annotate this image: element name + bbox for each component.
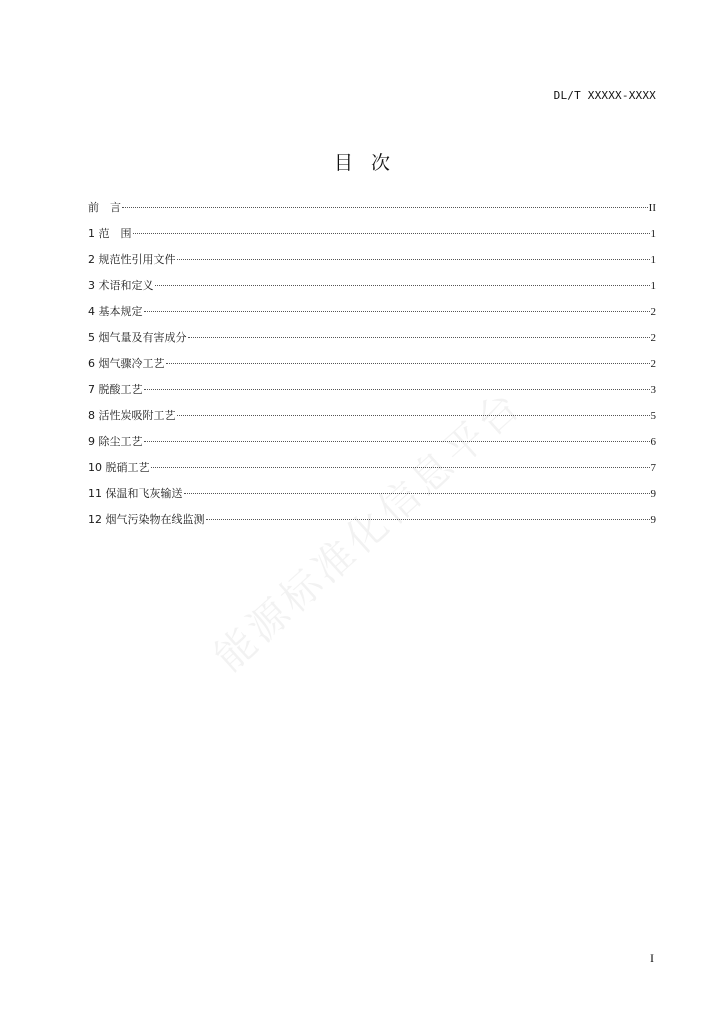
watermark: 能源标准化信息平台 xyxy=(206,381,532,681)
toc-entry-label: 2 规范性引用文件 xyxy=(88,253,176,266)
toc-entry-label: 5 烟气量及有害成分 xyxy=(88,331,187,344)
toc-entry-page: II xyxy=(648,202,656,214)
toc-leader-dots xyxy=(206,519,650,520)
toc-entry-quench-process[interactable] xyxy=(88,355,656,381)
toc-entry-page: 7 xyxy=(650,462,656,474)
toc-entry-label: 前 言 xyxy=(88,201,121,214)
toc-entry-denitrification[interactable] xyxy=(88,459,656,485)
toc-leader-dots xyxy=(133,233,650,234)
toc-entry-activated-carbon[interactable] xyxy=(88,407,656,433)
toc-entry-foreword[interactable] xyxy=(88,199,656,225)
toc-entry-page: 6 xyxy=(650,436,656,448)
toc-entry-page: 3 xyxy=(650,384,656,396)
toc-entry-deacidification[interactable] xyxy=(88,381,656,407)
toc-leader-dots xyxy=(155,285,650,286)
page-number: I xyxy=(650,951,654,965)
toc-entry-label: 9 除尘工艺 xyxy=(88,435,143,448)
toc-entry-scope[interactable] xyxy=(88,225,656,251)
toc-leader-dots xyxy=(144,311,650,312)
toc-entry-label: 12 烟气污染物在线监测 xyxy=(88,513,205,526)
toc-entry-page: 1 xyxy=(650,228,656,240)
toc-entry-label: 1 范 围 xyxy=(88,227,132,240)
toc-leader-dots xyxy=(166,363,650,364)
toc-entry-flue-gas-volume[interactable] xyxy=(88,329,656,355)
toc-title: 目次 xyxy=(333,152,408,174)
toc-entry-page: 9 xyxy=(650,488,656,500)
toc-leader-dots xyxy=(177,415,650,416)
toc-entry-label: 3 术语和定义 xyxy=(88,279,154,292)
toc-entry-label: 7 脱酸工艺 xyxy=(88,383,143,396)
toc-entry-basic-rules[interactable] xyxy=(88,303,656,329)
toc-leader-dots xyxy=(144,441,650,442)
toc-entry-label: 11 保温和飞灰输送 xyxy=(88,487,183,500)
toc-entry-page: 5 xyxy=(650,410,656,422)
toc-leader-dots xyxy=(151,467,650,468)
toc-leader-dots xyxy=(188,337,650,338)
table-of-contents xyxy=(88,199,656,537)
toc-entry-terms[interactable] xyxy=(88,277,656,303)
toc-entry-page: 2 xyxy=(650,306,656,318)
toc-entry-insulation-fly-ash[interactable] xyxy=(88,485,656,511)
toc-entry-label: 4 基本规定 xyxy=(88,305,143,318)
toc-entry-page: 1 xyxy=(650,280,656,292)
toc-entry-normative-references[interactable] xyxy=(88,251,656,277)
toc-entry-online-monitoring[interactable] xyxy=(88,511,656,537)
toc-entry-label: 6 烟气骤冷工艺 xyxy=(88,357,165,370)
toc-leader-dots xyxy=(144,389,650,390)
toc-leader-dots xyxy=(122,207,648,208)
toc-entry-label: 8 活性炭吸附工艺 xyxy=(88,409,176,422)
toc-entry-page: 2 xyxy=(650,332,656,344)
toc-entry-page: 1 xyxy=(650,254,656,266)
toc-leader-dots xyxy=(177,259,650,260)
document-code: DL/T XXXXX-XXXX xyxy=(553,89,656,102)
toc-entry-page: 2 xyxy=(650,358,656,370)
toc-leader-dots xyxy=(184,493,650,494)
toc-entry-page: 9 xyxy=(650,514,656,526)
toc-entry-dust-removal[interactable] xyxy=(88,433,656,459)
toc-entry-label: 10 脱硝工艺 xyxy=(88,461,150,474)
